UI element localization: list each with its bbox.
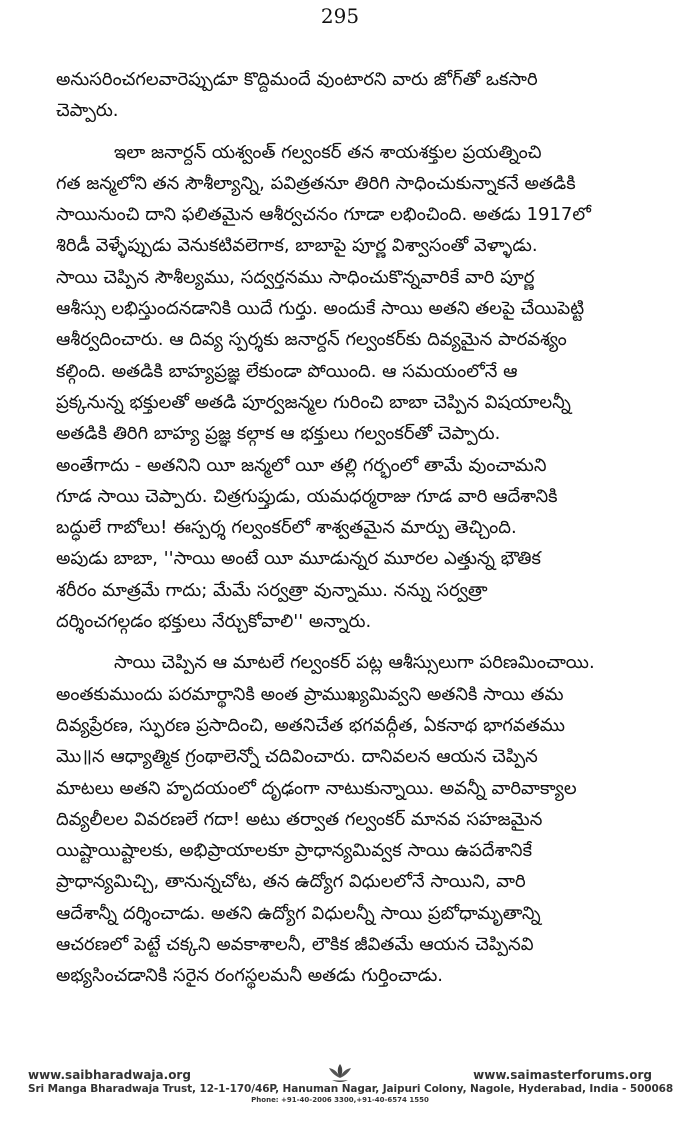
text-line: గత జన్మలోని తన సౌశీల్యాన్ని, పవిత్రతనూ తిరిగి సాధించుకున్నాకనే అతడికి [56,172,576,194]
page-footer [28,1068,674,1104]
text-line: అనుసరించగలవారెప్పుడూ కొద్దిమందే వుంటారని వారు జోగ్‌తో ఒకసారి [56,69,538,90]
text-line: ప్రాధాన్యమిచ్చి, తానున్నచోట, తన ఉద్యోగ విధులలోనే సాయిని, వారి [56,871,526,893]
text-line: ఆచరణలో పెట్టే చక్కని అవకాశాలనీ, లౌకిక జీవితమే ఆయన చెప్పినవి [56,934,534,956]
text-line: అపుడు బాబా, ''సాయి అంటే యీ మూడున్నర మూరల ఎత్తున్న భౌతిక [56,548,541,570]
text-line: శిరిడీ వెళ్ళేప్పుడు వెనుకటివలెగాక, బాబాపై పూర్ణ విశ్వాసంతో వెళ్ళాడు. [56,235,538,257]
text-line: దివ్యప్రేరణ, స్ఫురణ ప్రసాదించి, అతనిచేత భగవద్గీత, ఏకనాథ భాగవతము [56,714,565,736]
text-line: దర్శించగల్గడం భక్తులు నేర్చుకోవాలి'' అన్నారు. [56,611,372,633]
text-line: చెప్పారు. [56,100,119,122]
text-line: అంతేగాదు - అతనిని యీ జన్మలో యీ తల్లి గర్భంలో తామే వుంచామని [56,454,547,476]
lotus-emblem-icon [327,1062,353,1084]
text-line: కల్గింది. అతడికి బాహ్యప్రజ్ఞ లేకుండా పోయింది. ఆ సమయంలోనే ఆ [56,360,518,382]
text-line: ఆశీస్సు లభిస్తుందనడానికి యిదే గుర్తు. అందుకే సాయి అతని తలపై చేయిపెట్టి [56,298,585,320]
text-line: యిష్టాయిష్టాలకు, అభిప్రాయాలకూ ప్రాధాన్యమివ్వక సాయి ఉపదేశానికే [56,840,532,862]
paragraph [56,647,634,991]
text-line: ఇలా జనార్దన్ యశ్వంత్ గల్వంకర్ తన శాయశక్తుల ప్రయత్నించి [114,141,542,163]
paragraph [56,137,634,638]
footer-phone: Phone: +91-40-2006 3300,+91-40-6574 1550 [251,1096,429,1104]
text-line: అతడికి తిరిగి బాహ్య ప్రజ్ఞ కల్గాక ఆ భక్తులు గల్వంకర్‌తో చెప్పారు. [56,423,501,445]
text-line: బద్ధులే గాబోలు! ఈస్పర్శ గల్వంకర్‌లో శాశ్వతమైన మార్పు తెచ్చింది. [56,517,517,539]
text-line: ఆదేశాన్నీ దర్శించాడు. అతని ఉద్యోగ విధులన్నీ సాయి ప్రబోధామృతాన్ని [56,902,541,924]
text-line: శరీరం మాత్రమే గాదు; మేమే సర్వత్రా వున్నాము. నన్ను సర్వత్రా [56,579,488,601]
footer-address: Sri Manga Bharadwaja Trust, 12-1-170/46P, Hanuman Nagar, Jaipuri Colony, Nagole, Hyderabad, India - 500068 [28,1083,674,1095]
text-line: సాయినుంచి దాని ఫలితమైన ఆశీర్వచనం గూడా లభించింది. అతడు 1917లో [56,204,591,226]
footer-left-url: www.saibharadwaja.org [28,1068,191,1082]
footer-right-url: www.saimasterforums.org [473,1068,652,1082]
text-line: ఆశీర్వదించారు. ఆ దివ్య స్పర్శకు జనార్దన్ గల్వంకర్‌కు దివ్యమైన పారవశ్యం [56,329,567,351]
text-line: ప్రక్కనున్న భక్తులతో అతడి పూర్వజన్మల గురించి బాబా చెప్పిన విషయాలన్నీ [56,391,571,413]
text-line: అంతకుముందు పరమార్థానికి అంత ప్రాముఖ్యమివ్వని అతనికి సాయి తమ [56,683,564,705]
text-line: దివ్యలీలల వివరణలే గదా! అటు తర్వాత గల్వంకర్ మానవ సహజమైన [56,808,543,830]
paragraph [56,64,634,127]
body-text [56,64,634,1002]
text-line: అభ్యసించడానికి సరైన రంగస్థలమనీ అతడు గుర్తించాడు. [56,965,444,987]
text-line: సాయి చెప్పిన ఆ మాటలే గల్వంకర్ పట్ల ఆశీస్సులుగా పరిణమించాయి. [114,652,595,674]
text-line: సాయి చెప్పిన సౌశీల్యము, సద్వర్తనము సాధించుకొన్నవారికే వారి పూర్ణ [56,266,535,288]
page-number: 295 [320,4,360,28]
text-line: మొ॥న ఆధ్యాత్మిక గ్రంథాలెన్నో చదివించారు. దానివలన ఆయన చెప్పిన [56,746,538,768]
text-line: గూడ సాయి చెప్పారు. చిత్రగుప్తుడు, యమధర్మరాజు గూడ వారి ఆదేశానికి [56,485,558,507]
text-line: మాటలు అతని హృదయంలో దృఢంగా నాటుకున్నాయి. అవన్నీ వారివాక్యాల [56,777,577,799]
